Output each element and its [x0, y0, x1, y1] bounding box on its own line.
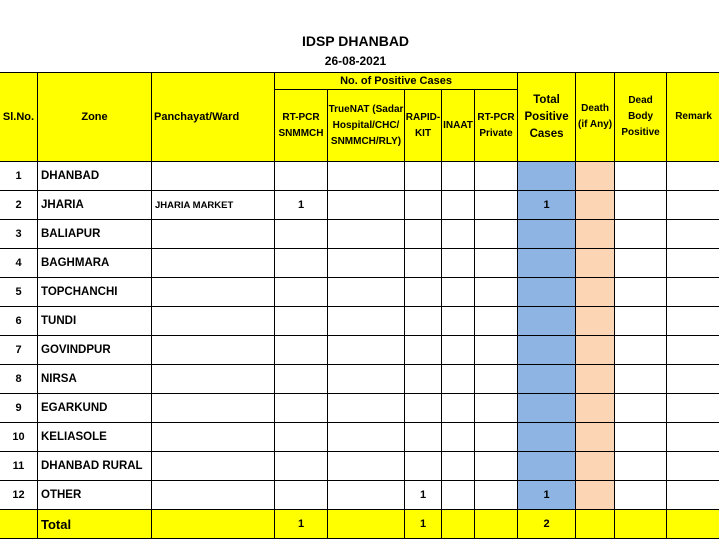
cell-rtpcr — [275, 336, 328, 365]
cell-remark — [667, 481, 719, 510]
cell-death — [576, 365, 615, 394]
header-rtpcr-snmmch: RT-PCR SNMMCH — [275, 90, 328, 162]
total-label: Total — [38, 510, 152, 539]
cell-zone: GOVINDPUR — [38, 336, 152, 365]
cell-truenat — [328, 365, 405, 394]
total-rtpcr: 1 — [275, 510, 328, 539]
header-total-positive: Total Positive Cases — [518, 73, 576, 162]
cell-rtpcr-private — [475, 365, 518, 394]
cell-rapid — [405, 394, 442, 423]
cell-death — [576, 423, 615, 452]
cell-zone: DHANBAD — [38, 162, 152, 191]
cell-rapid — [405, 336, 442, 365]
cell-rtpcr-private — [475, 452, 518, 481]
cell-zone: NIRSA — [38, 365, 152, 394]
cell-sl: 7 — [0, 336, 38, 365]
total-dead-body — [615, 510, 667, 539]
cell-rtpcr — [275, 220, 328, 249]
cell-panchayat — [152, 394, 275, 423]
cell-dead-body — [615, 307, 667, 336]
cell-rtpcr-private — [475, 249, 518, 278]
cell-rtpcr — [275, 307, 328, 336]
cell-rapid — [405, 220, 442, 249]
cell-rapid — [405, 191, 442, 220]
cell-dead-body — [615, 481, 667, 510]
cell-total — [518, 162, 576, 191]
header-sl-no: Sl.No. — [0, 73, 38, 162]
cell-total — [518, 220, 576, 249]
cell-dead-body — [615, 394, 667, 423]
cell-total — [518, 278, 576, 307]
cell-panchayat — [152, 481, 275, 510]
cell-panchayat — [152, 336, 275, 365]
cell-inaat — [442, 249, 475, 278]
cell-dead-body — [615, 162, 667, 191]
cell-death — [576, 394, 615, 423]
cell-inaat — [442, 220, 475, 249]
cell-dead-body — [615, 191, 667, 220]
cell-sl: 1 — [0, 162, 38, 191]
cell-inaat — [442, 481, 475, 510]
header-truenat: TrueNAT (Sadar Hospital/CHC/ SNMMCH/RLY) — [328, 90, 405, 162]
cell-rtpcr-private — [475, 307, 518, 336]
cell-sl: 12 — [0, 481, 38, 510]
report-date: 26-08-2021 — [324, 54, 387, 68]
cell-remark — [667, 249, 719, 278]
cell-rapid — [405, 423, 442, 452]
cell-remark — [667, 452, 719, 481]
cell-zone: OTHER — [38, 481, 152, 510]
cell-truenat — [328, 394, 405, 423]
cell-remark — [667, 278, 719, 307]
total-truenat — [328, 510, 405, 539]
cell-rtpcr-private — [475, 191, 518, 220]
total-remark — [667, 510, 719, 539]
cell-panchayat — [152, 249, 275, 278]
cell-rtpcr-private — [475, 423, 518, 452]
cell-remark — [667, 220, 719, 249]
report-title: IDSP DHANBAD — [301, 33, 410, 49]
total-rtpcr-private — [475, 510, 518, 539]
cell-rtpcr — [275, 394, 328, 423]
header-remark: Remark — [667, 73, 719, 162]
cell-remark — [667, 365, 719, 394]
cell-remark — [667, 307, 719, 336]
cell-truenat — [328, 278, 405, 307]
cell-panchayat — [152, 307, 275, 336]
cell-panchayat — [152, 162, 275, 191]
total-rapid: 1 — [405, 510, 442, 539]
cell-total — [518, 365, 576, 394]
cell-truenat — [328, 481, 405, 510]
cell-total: 1 — [518, 191, 576, 220]
cell-rtpcr-private — [475, 162, 518, 191]
cell-death — [576, 249, 615, 278]
cell-sl: 3 — [0, 220, 38, 249]
cell-rapid — [405, 365, 442, 394]
cell-zone: TOPCHANCHI — [38, 278, 152, 307]
total-inaat — [442, 510, 475, 539]
cell-dead-body — [615, 452, 667, 481]
header-positive-cases-group: No. of Positive Cases — [275, 73, 518, 90]
cell-truenat — [328, 162, 405, 191]
cell-truenat — [328, 423, 405, 452]
cell-rtpcr-private — [475, 278, 518, 307]
cell-death — [576, 452, 615, 481]
cell-rapid: 1 — [405, 481, 442, 510]
cell-inaat — [442, 191, 475, 220]
cell-dead-body — [615, 336, 667, 365]
cell-death — [576, 220, 615, 249]
cell-rtpcr — [275, 278, 328, 307]
cell-sl: 6 — [0, 307, 38, 336]
table-row — [0, 278, 719, 307]
cell-zone: BAGHMARA — [38, 249, 152, 278]
table-row — [0, 307, 719, 336]
cell-rapid — [405, 307, 442, 336]
cell-panchayat — [152, 423, 275, 452]
cell-total-panchayat — [152, 510, 275, 539]
cell-zone: TUNDI — [38, 307, 152, 336]
cell-remark — [667, 336, 719, 365]
cell-total — [518, 394, 576, 423]
cell-death — [576, 162, 615, 191]
cell-death — [576, 307, 615, 336]
cell-death — [576, 278, 615, 307]
cell-zone: EGARKUND — [38, 394, 152, 423]
cell-rapid — [405, 452, 442, 481]
cell-death — [576, 336, 615, 365]
cell-rtpcr — [275, 481, 328, 510]
cell-sl: 9 — [0, 394, 38, 423]
cell-total — [518, 336, 576, 365]
table-row — [0, 365, 719, 394]
cell-rtpcr-private — [475, 481, 518, 510]
cell-truenat — [328, 220, 405, 249]
cell-inaat — [442, 336, 475, 365]
cell-rtpcr — [275, 162, 328, 191]
cell-truenat — [328, 249, 405, 278]
header-zone: Zone — [38, 73, 152, 162]
cell-total: 1 — [518, 481, 576, 510]
cell-zone: BALIAPUR — [38, 220, 152, 249]
table-row — [0, 220, 719, 249]
cell-zone: JHARIA — [38, 191, 152, 220]
cell-rtpcr — [275, 249, 328, 278]
cell-sl: 4 — [0, 249, 38, 278]
header-rtpcr-private: RT-PCR Private — [475, 90, 518, 162]
cell-rtpcr — [275, 365, 328, 394]
cell-panchayat: JHARIA MARKET — [152, 191, 275, 220]
cell-rapid — [405, 162, 442, 191]
cell-zone: DHANBAD RURAL — [38, 452, 152, 481]
cell-dead-body — [615, 278, 667, 307]
cell-total — [518, 452, 576, 481]
cell-zone: KELIASOLE — [38, 423, 152, 452]
cell-remark — [667, 162, 719, 191]
positive-cases-table — [0, 72, 719, 539]
cell-inaat — [442, 307, 475, 336]
cell-rtpcr — [275, 423, 328, 452]
cell-panchayat — [152, 278, 275, 307]
table-row — [0, 191, 719, 220]
cell-death — [576, 481, 615, 510]
cell-sl: 2 — [0, 191, 38, 220]
cell-rtpcr: 1 — [275, 191, 328, 220]
total-positive-cases: 2 — [518, 510, 576, 539]
cell-inaat — [442, 452, 475, 481]
cell-dead-body — [615, 220, 667, 249]
cell-truenat — [328, 452, 405, 481]
table-row — [0, 423, 719, 452]
cell-truenat — [328, 191, 405, 220]
cell-rtpcr — [275, 452, 328, 481]
cell-remark — [667, 423, 719, 452]
header-inaat: INAAT — [442, 90, 475, 162]
table-row — [0, 452, 719, 481]
cell-inaat — [442, 365, 475, 394]
cell-total — [518, 423, 576, 452]
header-rapid-kit: RAPID-KIT — [405, 90, 442, 162]
cell-panchayat — [152, 220, 275, 249]
cell-panchayat — [152, 452, 275, 481]
cell-rtpcr-private — [475, 336, 518, 365]
cell-rtpcr-private — [475, 220, 518, 249]
cell-inaat — [442, 278, 475, 307]
cell-sl: 5 — [0, 278, 38, 307]
cell-inaat — [442, 423, 475, 452]
cell-total-sl — [0, 510, 38, 539]
cell-truenat — [328, 307, 405, 336]
total-death — [576, 510, 615, 539]
cell-rtpcr-private — [475, 394, 518, 423]
cell-truenat — [328, 336, 405, 365]
cell-dead-body — [615, 423, 667, 452]
cell-sl: 11 — [0, 452, 38, 481]
cell-death — [576, 191, 615, 220]
table-row — [0, 394, 719, 423]
cell-remark — [667, 394, 719, 423]
table-row — [0, 336, 719, 365]
cell-rapid — [405, 278, 442, 307]
cell-rapid — [405, 249, 442, 278]
table-row — [0, 481, 719, 510]
cell-remark — [667, 191, 719, 220]
cell-panchayat — [152, 365, 275, 394]
cell-total — [518, 307, 576, 336]
cell-sl: 10 — [0, 423, 38, 452]
header-dead-body: Dead Body Positive — [615, 73, 667, 162]
header-panchayat: Panchayat/Ward — [152, 73, 275, 162]
total-row — [0, 510, 719, 539]
header-death: Death (if Any) — [576, 73, 615, 162]
header-row-group — [0, 73, 719, 90]
cell-inaat — [442, 394, 475, 423]
cell-sl: 8 — [0, 365, 38, 394]
table-row — [0, 249, 719, 278]
cell-dead-body — [615, 365, 667, 394]
cell-inaat — [442, 162, 475, 191]
cell-total — [518, 249, 576, 278]
table-row — [0, 162, 719, 191]
cell-dead-body — [615, 249, 667, 278]
